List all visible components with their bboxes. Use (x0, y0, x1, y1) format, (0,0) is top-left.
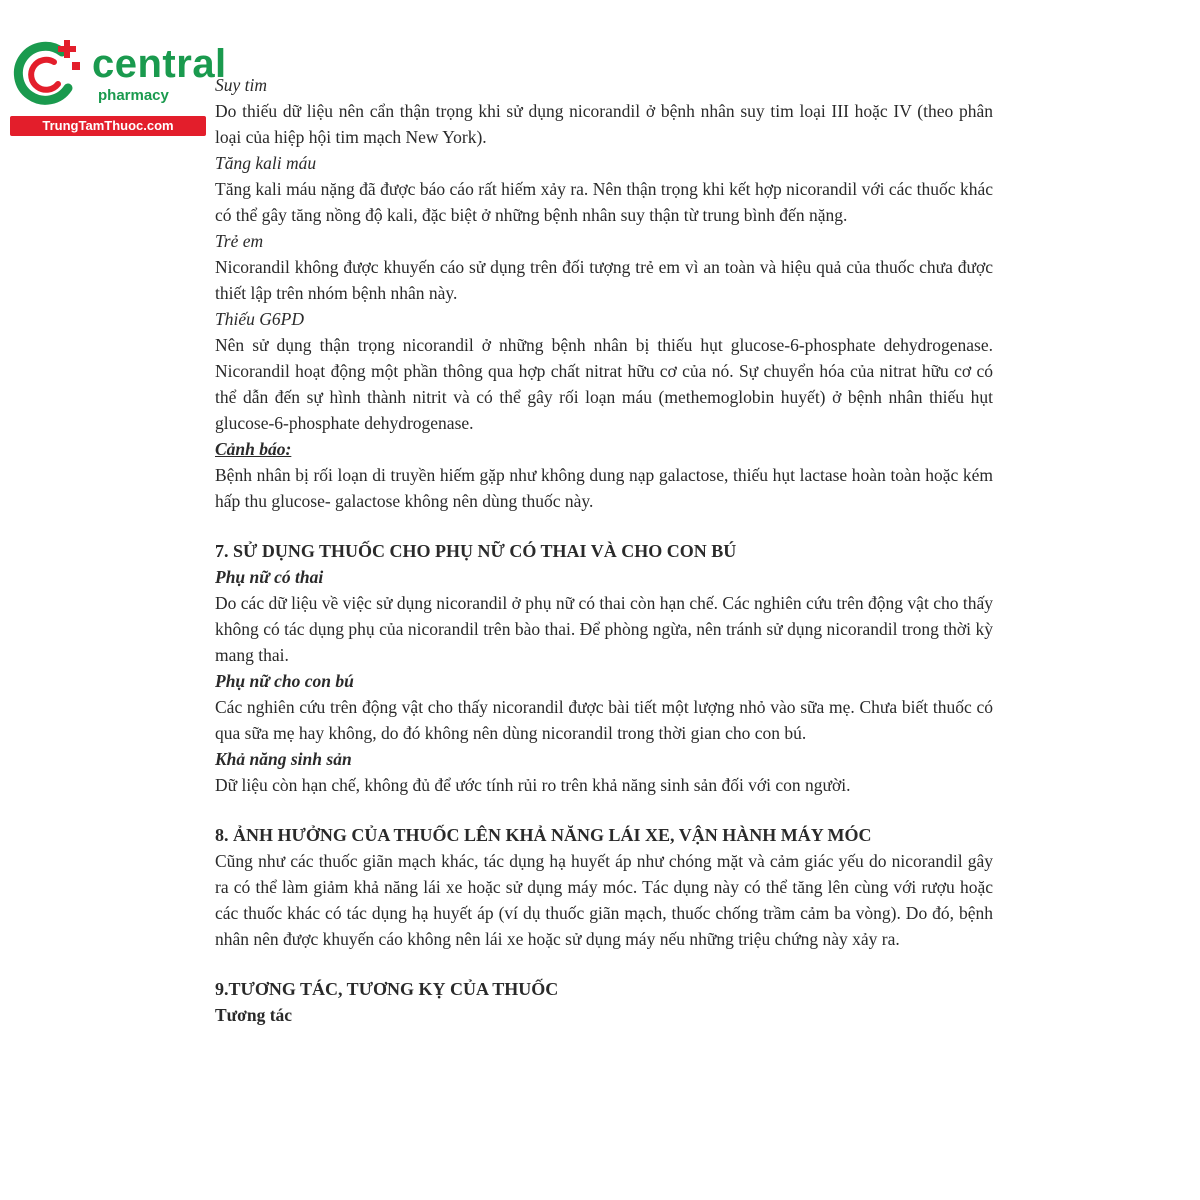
paragraph-thieu-g6pd: Nên sử dụng thận trọng nicorandil ở những bệnh nhân bị thiếu hụt glucose-6-phosphate dehydrogenase. Nicorandil hoạt động một phần thông qua hợp chất nitrat hữu cơ của nó. Sự chuyển hóa của nitrat hữu cơ có thể dẫn đến sự hình thành nitrit và có thể gây rối loạn máu (methemoglobin huyết) ở bệnh nhân thiếu hụt glucose-6-phosphate dehydrogenase. (215, 335, 993, 433)
section-7-title: 7. SỬ DỤNG THUỐC CHO PHỤ NỮ CÓ THAI VÀ CHO CON BÚ (215, 541, 737, 561)
heading-tre-em: Trẻ em (215, 231, 264, 251)
section-8-title: 8. ẢNH HƯỞNG CỦA THUỐC LÊN KHẢ NĂNG LÁI XE, VẬN HÀNH MÁY MÓC (215, 825, 872, 845)
heading-phu-nu-cho-con-bu: Phụ nữ cho con bú (215, 671, 354, 691)
heading-phu-nu-co-thai: Phụ nữ có thai (215, 567, 324, 587)
paragraph-phu-nu-cho-con-bu: Các nghiên cứu trên động vật cho thấy nicorandil được bài tiết một lượng nhỏ vào sữa mẹ. Chưa biết thuốc có qua sữa mẹ hay không, do đó không nên dùng nicorandil trong thời gian cho con bú. (215, 697, 993, 743)
heading-kha-nang-sinh-san: Khả năng sinh sản (215, 749, 352, 769)
heading-canh-bao: Cảnh báo: (215, 439, 292, 459)
paragraph-canh-bao: Bệnh nhân bị rối loạn di truyền hiếm gặp như không dung nạp galactose, thiếu hụt lactase hoàn toàn hoặc kém hấp thu glucose- galactose không nên dùng thuốc này. (215, 465, 993, 511)
central-pharmacy-logo (10, 36, 227, 141)
paragraph-suy-tim: Do thiếu dữ liệu nên cẩn thận trọng khi sử dụng nicorandil ở bệnh nhân suy tim loại III hoặc IV (theo phân loại của hiệp hội tim mạch New York). (215, 101, 993, 147)
logo-wordmark: central (92, 42, 227, 86)
paragraph-kha-nang-sinh-san: Dữ liệu còn hạn chế, không đủ để ước tính rủi ro trên khả năng sinh sản đối với con người. (215, 775, 851, 795)
section-9-title: 9.TƯƠNG TÁC, TƯƠNG KỴ CỦA THUỐC (215, 979, 559, 999)
logo-subtitle: pharmacy (98, 87, 169, 104)
heading-tang-kali-mau: Tăng kali máu (215, 153, 317, 173)
document-body (215, 72, 993, 1028)
paragraph-section-8: Cũng như các thuốc giãn mạch khác, tác dụng hạ huyết áp như chóng mặt và cảm giác yếu do nicorandil gây ra có thể làm giảm khả năng lái xe hoặc sử dụng máy móc. Tác dụng này có thể tăng lên cùng với rượu hoặc các thuốc khác có tác dụng hạ huyết áp (ví dụ thuốc giãn mạch, thuốc chống trầm cảm ba vòng). Do đó, bệnh nhân nên được khuyến cáo không nên lái xe hoặc sử dụng máy nếu những triệu chứng này xảy ra. (215, 851, 993, 949)
heading-tuong-tac: Tương tác (215, 1005, 293, 1025)
paragraph-tre-em: Nicorandil không được khuyến cáo sử dụng trên đối tượng trẻ em vì an toàn và hiệu quả của thuốc chưa được thiết lập trên nhóm bệnh nhân này. (215, 257, 993, 303)
paragraph-tang-kali-mau: Tăng kali máu nặng đã được báo cáo rất hiếm xảy ra. Nên thận trọng khi kết hợp nicorandil với các thuốc khác có thể gây tăng nồng độ kali, đặc biệt ở những bệnh nhân suy thận từ trung bình đến nặng. (215, 179, 993, 225)
paragraph-phu-nu-co-thai: Do các dữ liệu về việc sử dụng nicorandil ở phụ nữ có thai còn hạn chế. Các nghiên cứu trên động vật cho thấy không có tác dụng phụ của nicorandil trên bào thai. Để phòng ngừa, nên tránh sử dụng nicorandil trong thời kỳ mang thai. (215, 593, 993, 665)
heading-suy-tim: Suy tim (215, 75, 268, 95)
logo-banner: TrungTamThuoc.com (10, 116, 206, 136)
logo-mark-icon (10, 36, 90, 116)
heading-thieu-g6pd: Thiếu G6PD (215, 309, 304, 329)
